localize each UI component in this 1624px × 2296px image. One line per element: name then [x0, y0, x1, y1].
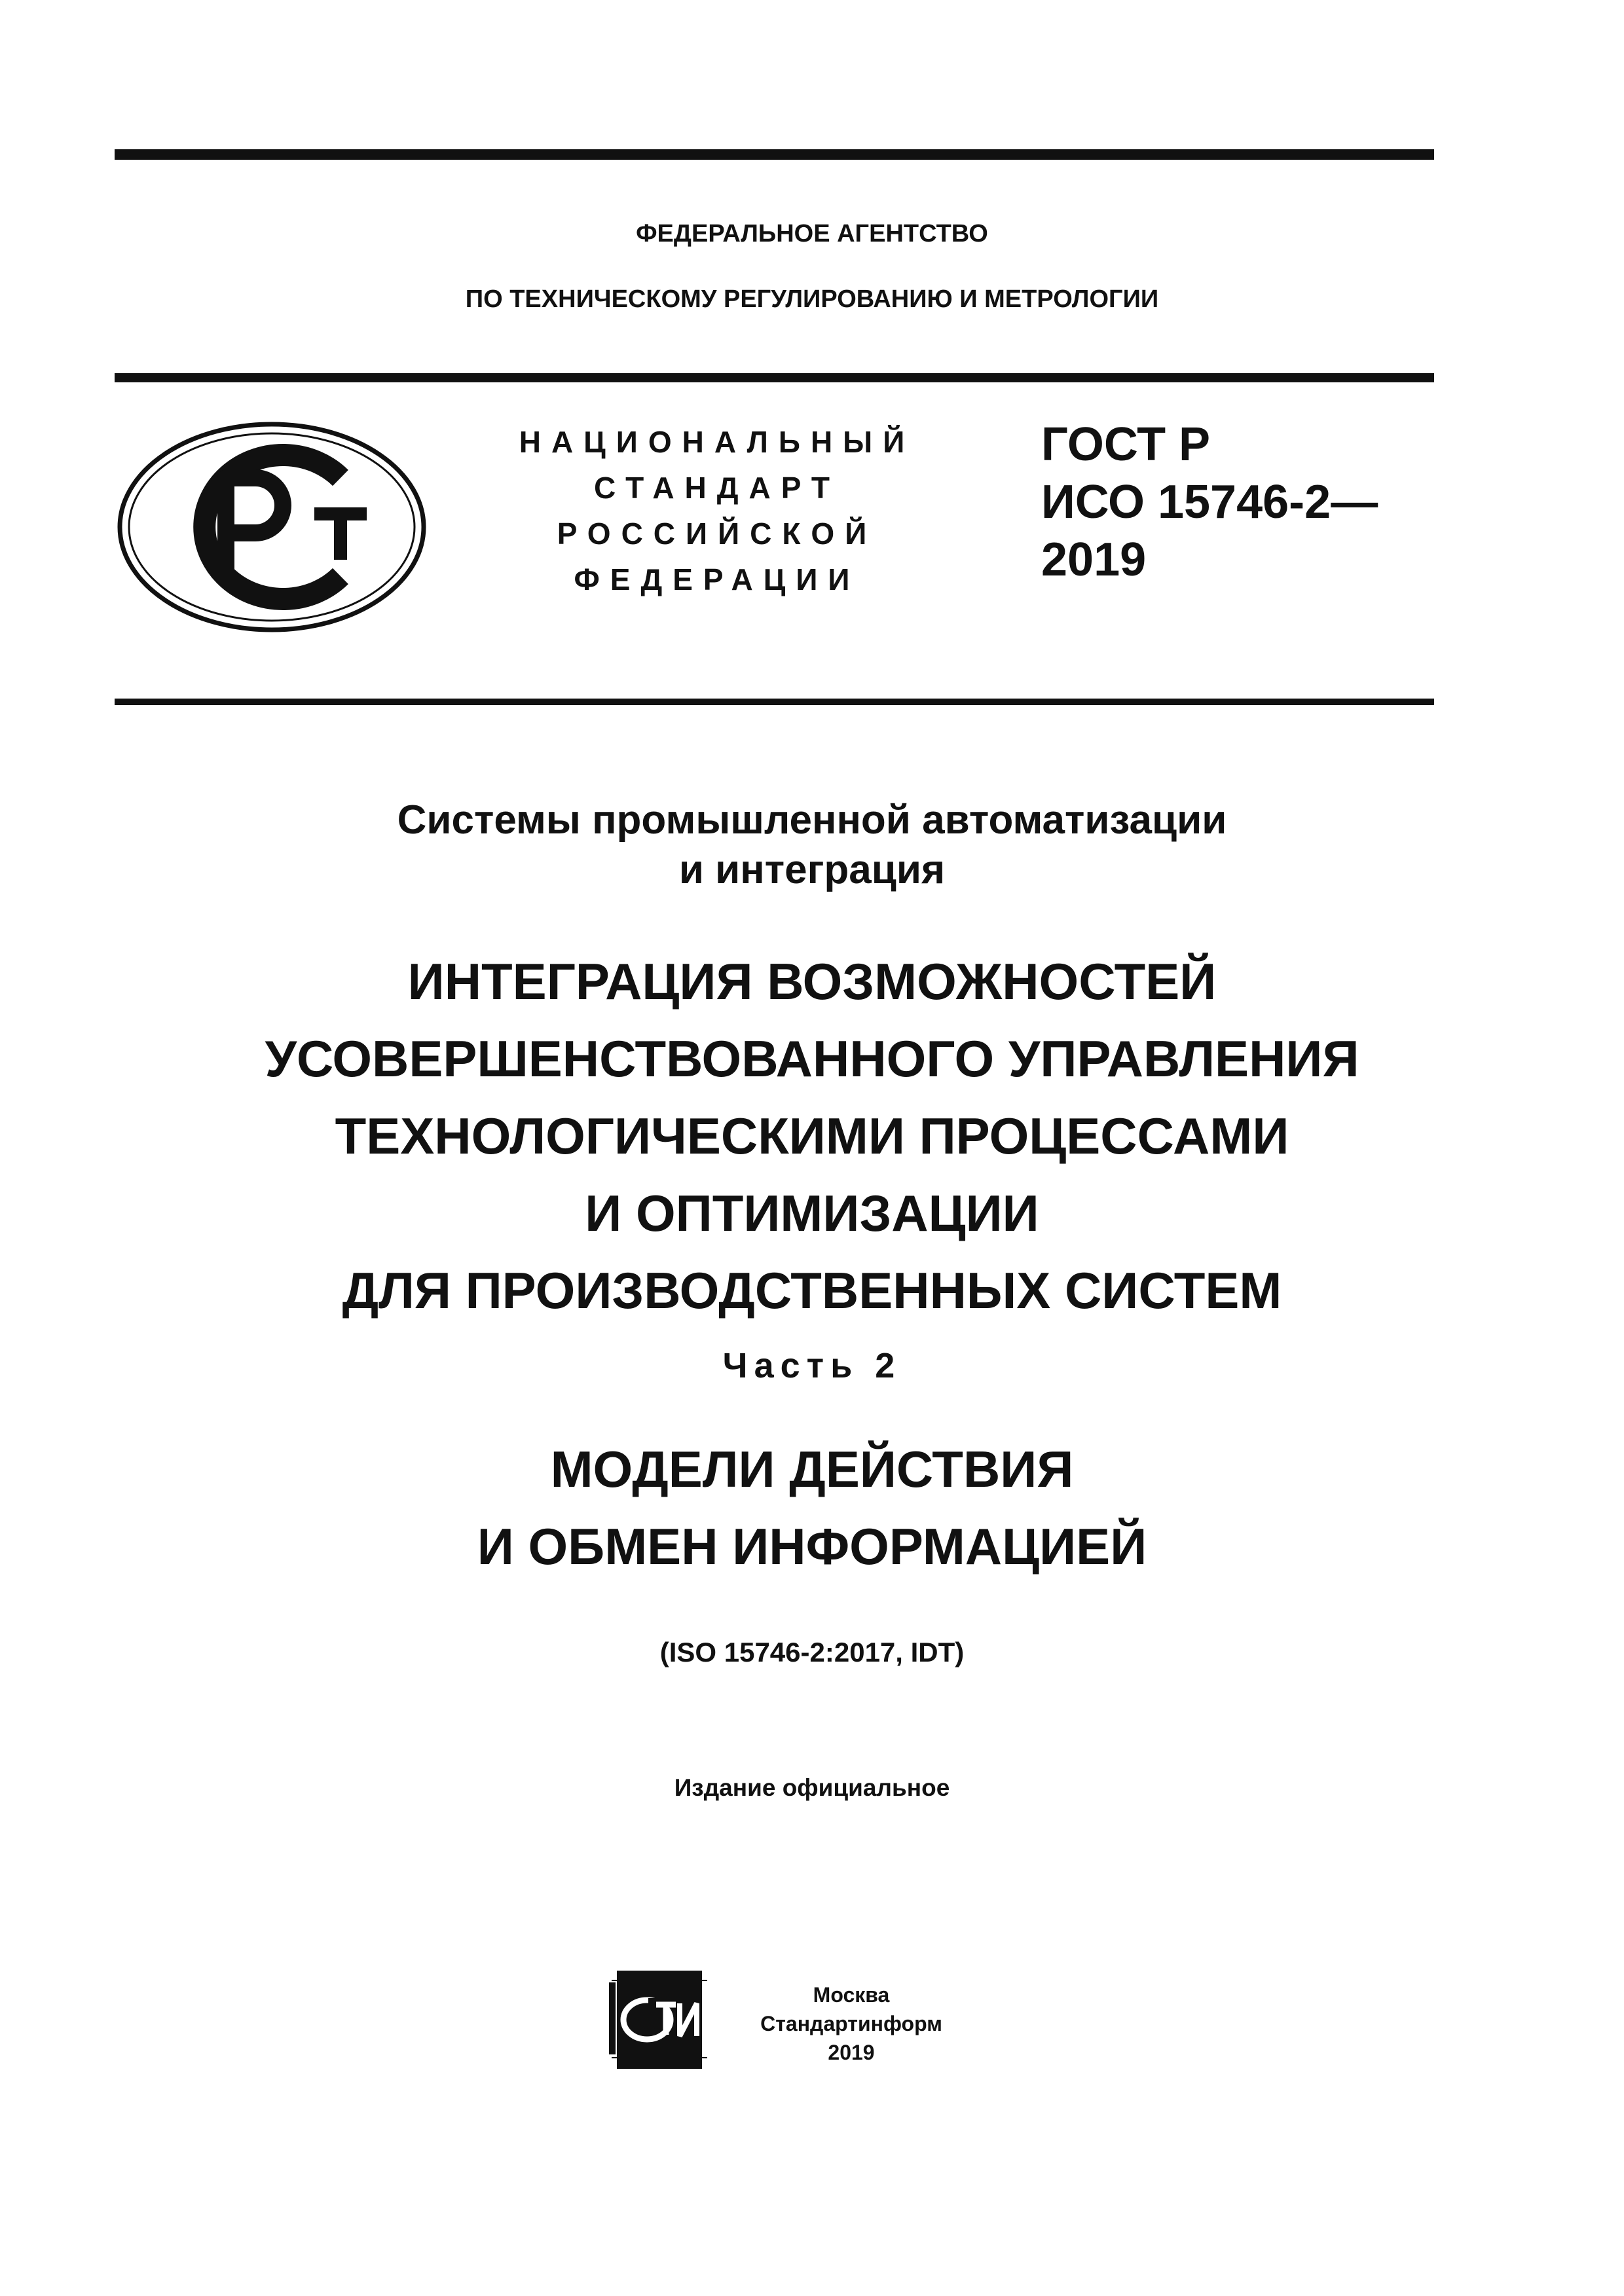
standard-type-line-1: НАЦИОНАЛЬНЫЙ [519, 425, 915, 459]
rst-certification-mark-icon [115, 419, 429, 635]
designation-line-1: ГОСТ Р [1041, 418, 1211, 471]
standartinform-logo-icon [609, 1964, 710, 2075]
subtitle-line-1: МОДЕЛИ ДЕЙСТВИЯ [550, 1440, 1074, 1498]
standard-type-line-4: ФЕДЕРАЦИИ [574, 562, 860, 596]
series-line-1: Системы промышленной автоматизации [397, 797, 1227, 843]
part-subtitle [0, 1430, 1624, 1585]
iso-reference: (ISO 15746-2:2017, IDT) [659, 1637, 965, 1667]
main-title-line-4: И ОПТИМИЗАЦИИ [585, 1184, 1039, 1242]
publisher-city: Москва [813, 1983, 890, 2007]
main-title-line-1: ИНТЕГРАЦИЯ ВОЗМОЖНОСТЕЙ [407, 953, 1217, 1010]
main-title-line-2: УСОВЕРШЕНСТВОВАННОГО УПРАВЛЕНИЯ [265, 1030, 1359, 1087]
standard-designation [1041, 416, 1408, 589]
part-label: Часть 2 [722, 1346, 902, 1385]
header-divider [115, 373, 1434, 382]
top-divider [115, 149, 1434, 160]
publisher-name: Стандартинформ [760, 2012, 942, 2035]
standard-type-block [488, 419, 946, 602]
publisher-block [753, 1980, 950, 2067]
publisher-year: 2019 [828, 2041, 875, 2064]
series-line-2: и интеграция [678, 847, 946, 892]
main-title [0, 943, 1624, 1329]
agency-line-1: ФЕДЕРАЛЬНОЕ АГЕНТСТВО [636, 220, 988, 247]
main-title-line-3: ТЕХНОЛОГИЧЕСКИМИ ПРОЦЕССАМИ [335, 1107, 1289, 1165]
designation-line-3: 2019 [1041, 534, 1147, 586]
designation-line-2: ИСО 15746-2— [1041, 476, 1378, 528]
subtitle-line-2: И ОБМЕН ИНФОРМАЦИЕЙ [477, 1518, 1147, 1575]
series-title [0, 795, 1624, 895]
title-divider [115, 699, 1434, 705]
standard-type-line-2: СТАНДАРТ [594, 471, 840, 505]
standard-type-line-3: РОССИЙСКОЙ [557, 517, 877, 551]
edition-label: Издание официальное [674, 1774, 950, 1801]
agency-line-2: ПО ТЕХНИЧЕСКОМУ РЕГУЛИРОВАНИЮ И МЕТРОЛОГИИ [465, 285, 1159, 313]
main-title-line-5: ДЛЯ ПРОИЗВОДСТВЕННЫХ СИСТЕМ [342, 1262, 1282, 1319]
